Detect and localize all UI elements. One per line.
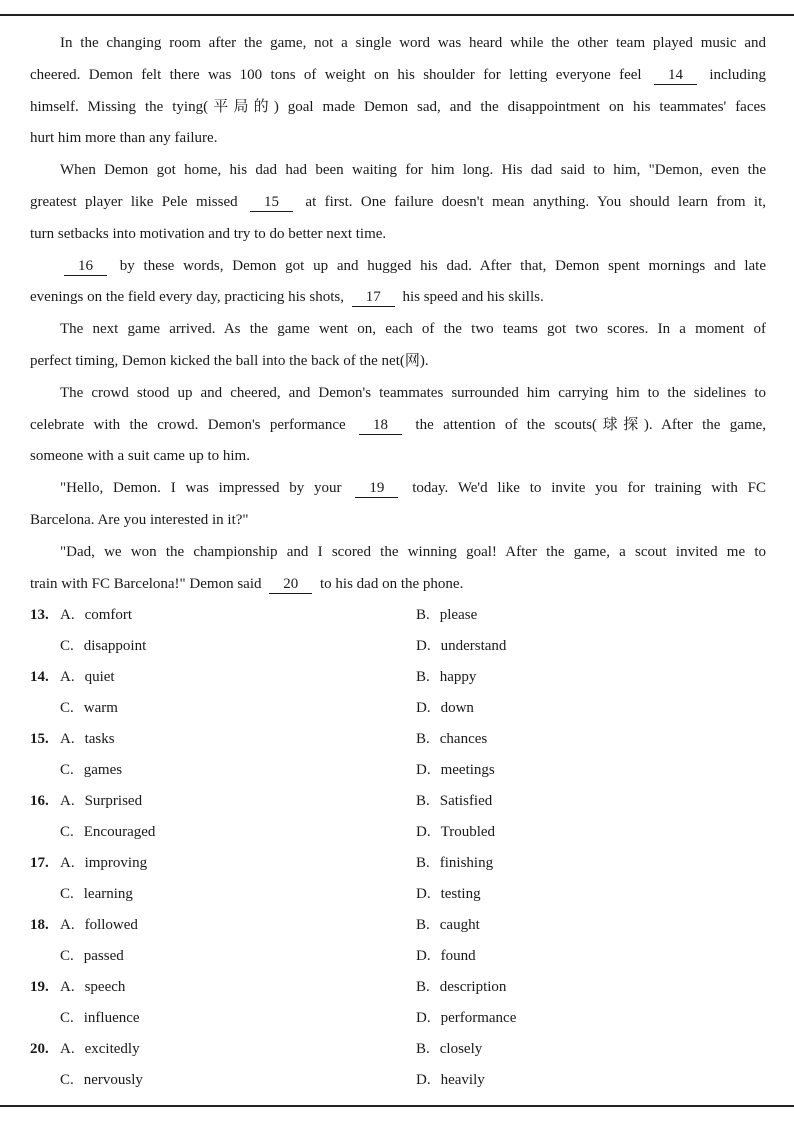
option-d[interactable]	[416, 817, 495, 848]
option-a[interactable]	[30, 724, 115, 755]
option-text: Satisfied	[439, 793, 493, 809]
option-text: meetings	[440, 762, 495, 778]
question-number: 18.	[30, 917, 49, 933]
option-c[interactable]	[60, 1065, 143, 1096]
question-18	[30, 910, 766, 972]
passage-text: train with FC Barcelona!" Demon said	[30, 575, 262, 592]
question-19	[30, 972, 766, 1034]
bottom-rule	[0, 1105, 794, 1107]
option-a[interactable]	[30, 848, 147, 879]
option-text: Troubled	[440, 824, 496, 840]
blank-18: 18	[359, 416, 402, 435]
option-text: happy	[439, 669, 477, 685]
option-letter: C.	[60, 1010, 74, 1026]
option-d[interactable]	[416, 755, 495, 786]
option-c[interactable]	[60, 1003, 140, 1034]
option-d[interactable]	[416, 693, 474, 724]
option-a[interactable]	[30, 910, 138, 941]
option-letter: A.	[60, 855, 75, 871]
passage-line	[30, 346, 766, 378]
option-text: comfort	[84, 607, 133, 623]
option-letter: A.	[60, 607, 75, 623]
passage-line	[30, 410, 766, 442]
option-letter: C.	[60, 638, 74, 654]
option-a[interactable]	[30, 662, 115, 693]
option-text: testing	[440, 886, 481, 902]
option-letter: A.	[60, 917, 75, 933]
option-b[interactable]	[416, 972, 506, 1003]
top-rule	[0, 14, 794, 16]
passage-line	[30, 441, 766, 473]
option-letter: C.	[60, 762, 74, 778]
option-letter: D.	[416, 1072, 431, 1088]
passage-text: Barcelona. Are you interested in it?"	[30, 511, 249, 528]
option-text: found	[440, 948, 476, 964]
passage-line	[30, 28, 766, 60]
blank-20: 20	[269, 575, 312, 594]
passage-text: including	[709, 66, 767, 83]
passage-line	[30, 60, 766, 92]
option-text: heavily	[440, 1072, 485, 1088]
question-list	[30, 600, 766, 1096]
passage-text: The next game arrived. As the game went on, each of the two teams got two scores. In a moment of	[60, 321, 766, 338]
option-letter: D.	[416, 824, 431, 840]
option-letter: D.	[416, 700, 431, 716]
option-c[interactable]	[60, 941, 124, 972]
option-text: Encouraged	[83, 824, 156, 840]
option-letter: A.	[60, 793, 75, 809]
passage-text: to his dad on the phone.	[320, 575, 464, 592]
passage-text: cheered. Demon felt there was 100 tons of weight on his shoulder for letting everyone feel	[30, 66, 642, 83]
passage-line	[30, 282, 766, 314]
question-number: 16.	[30, 793, 49, 809]
question-number: 13.	[30, 607, 49, 623]
option-text: excitedly	[84, 1041, 140, 1057]
option-text: speech	[84, 979, 126, 995]
option-a[interactable]	[30, 972, 125, 1003]
passage-text: "Hello, Demon. I was impressed by your	[60, 480, 342, 497]
passage-text: perfect timing, Demon kicked the ball into the back of the net(网).	[30, 352, 429, 369]
option-c[interactable]	[60, 879, 133, 910]
passage-line	[30, 123, 766, 155]
option-text: understand	[440, 638, 507, 654]
option-text: finishing	[439, 855, 494, 871]
option-text: down	[440, 700, 474, 716]
option-letter: B.	[416, 1041, 430, 1057]
passage-text: himself. Missing the tying(平局的) goal made Demon sad, and the disappointment on his teammates' faces	[30, 98, 766, 115]
passage-line	[30, 378, 766, 410]
question-number: 17.	[30, 855, 49, 871]
option-text: improving	[84, 855, 148, 871]
question-14	[30, 662, 766, 724]
passage-text: someone with a suit came up to him.	[30, 448, 250, 465]
blank-15: 15	[250, 193, 293, 212]
option-d[interactable]	[416, 1003, 516, 1034]
question-15	[30, 724, 766, 786]
blank-14: 14	[654, 66, 697, 85]
option-c[interactable]	[60, 693, 118, 724]
option-letter: D.	[416, 948, 431, 964]
passage-text: When Demon got home, his dad had been waiting for him long. His dad said to him, "Demon, even the	[60, 162, 766, 179]
option-letter: A.	[60, 669, 75, 685]
passage-text: turn setbacks into motivation and try to do better next time.	[30, 225, 387, 242]
passage-text: The crowd stood up and cheered, and Demon's teammates surrounded him carrying him to the sidelines to	[60, 384, 766, 401]
passage-text: his speed and his skills.	[402, 289, 544, 306]
option-letter: D.	[416, 762, 431, 778]
passage-line	[30, 251, 766, 283]
passage-line	[30, 537, 766, 569]
passage-text: the attention of the scouts(球探). After the game,	[415, 416, 767, 433]
option-letter: A.	[60, 979, 75, 995]
option-letter: A.	[60, 731, 75, 747]
blank-16: 16	[64, 257, 107, 276]
option-letter: C.	[60, 948, 74, 964]
option-d[interactable]	[416, 631, 506, 662]
option-text: closely	[439, 1041, 483, 1057]
passage-line	[30, 314, 766, 346]
option-text: performance	[440, 1010, 517, 1026]
option-text: passed	[83, 948, 124, 964]
passage-line	[30, 155, 766, 187]
option-letter: B.	[416, 607, 430, 623]
passage-text: evenings on the field every day, practicing his shots,	[30, 289, 344, 306]
option-d[interactable]	[416, 941, 476, 972]
option-b[interactable]	[416, 600, 477, 631]
option-text: tasks	[84, 731, 115, 747]
blank-19: 19	[355, 479, 398, 498]
question-number: 15.	[30, 731, 49, 747]
option-text: nervously	[83, 1072, 143, 1088]
option-b[interactable]	[416, 910, 480, 941]
option-letter: D.	[416, 638, 431, 654]
option-text: description	[439, 979, 507, 995]
question-13	[30, 600, 766, 662]
passage-text: hurt him more than any failure.	[30, 130, 218, 147]
option-a[interactable]	[30, 786, 142, 817]
option-c[interactable]	[60, 755, 122, 786]
option-text: caught	[439, 917, 480, 933]
question-20	[30, 1034, 766, 1096]
option-letter: C.	[60, 886, 74, 902]
option-text: games	[83, 762, 123, 778]
option-text: Surprised	[84, 793, 143, 809]
option-letter: B.	[416, 731, 430, 747]
option-letter: A.	[60, 1041, 75, 1057]
option-d[interactable]	[416, 879, 481, 910]
option-text: warm	[83, 700, 118, 716]
option-text: chances	[439, 731, 488, 747]
passage-line	[30, 473, 766, 505]
option-text: followed	[84, 917, 138, 933]
option-letter: C.	[60, 824, 74, 840]
question-number: 20.	[30, 1041, 49, 1057]
option-letter: C.	[60, 1072, 74, 1088]
passage-text: today. We'd like to invite you for training with FC	[412, 480, 767, 497]
option-b[interactable]	[416, 724, 487, 755]
option-letter: B.	[416, 917, 430, 933]
option-letter: B.	[416, 793, 430, 809]
question-17	[30, 848, 766, 910]
passage-text: at first. One failure doesn't mean anything. You should learn from it,	[305, 193, 767, 210]
option-text: learning	[83, 886, 133, 902]
option-b[interactable]	[416, 1034, 482, 1065]
question-number: 19.	[30, 979, 49, 995]
passage-text: "Dad, we won the championship and I scored the winning goal! After the game, a scout invited me to	[60, 543, 766, 560]
cloze-passage	[30, 28, 766, 600]
passage-text: by these words, Demon got up and hugged his dad. After that, Demon spent mornings and late	[119, 257, 767, 274]
passage-text: greatest player like Pele missed	[30, 193, 238, 210]
option-a[interactable]	[30, 1034, 140, 1065]
blank-17: 17	[352, 288, 395, 307]
option-letter: B.	[416, 979, 430, 995]
option-letter: C.	[60, 700, 74, 716]
option-letter: D.	[416, 1010, 431, 1026]
option-b[interactable]	[416, 662, 476, 693]
passage-line	[30, 92, 766, 124]
option-c[interactable]	[60, 817, 155, 848]
passage-line	[30, 505, 766, 537]
option-b[interactable]	[416, 786, 492, 817]
question-number: 14.	[30, 669, 49, 685]
option-text: disappoint	[83, 638, 147, 654]
option-c[interactable]	[60, 631, 146, 662]
option-letter: B.	[416, 855, 430, 871]
passage-line	[30, 219, 766, 251]
option-b[interactable]	[416, 848, 493, 879]
option-d[interactable]	[416, 1065, 485, 1096]
option-letter: D.	[416, 886, 431, 902]
passage-line	[30, 187, 766, 219]
option-text: influence	[83, 1010, 140, 1026]
option-text: please	[439, 607, 478, 623]
option-letter: B.	[416, 669, 430, 685]
question-16	[30, 786, 766, 848]
option-text: quiet	[84, 669, 115, 685]
passage-text: In the changing room after the game, not a single word was heard while the other team played music and	[60, 35, 766, 51]
option-a[interactable]	[30, 600, 132, 631]
passage-line	[30, 569, 766, 601]
passage-text: celebrate with the crowd. Demon's performance	[30, 416, 346, 433]
